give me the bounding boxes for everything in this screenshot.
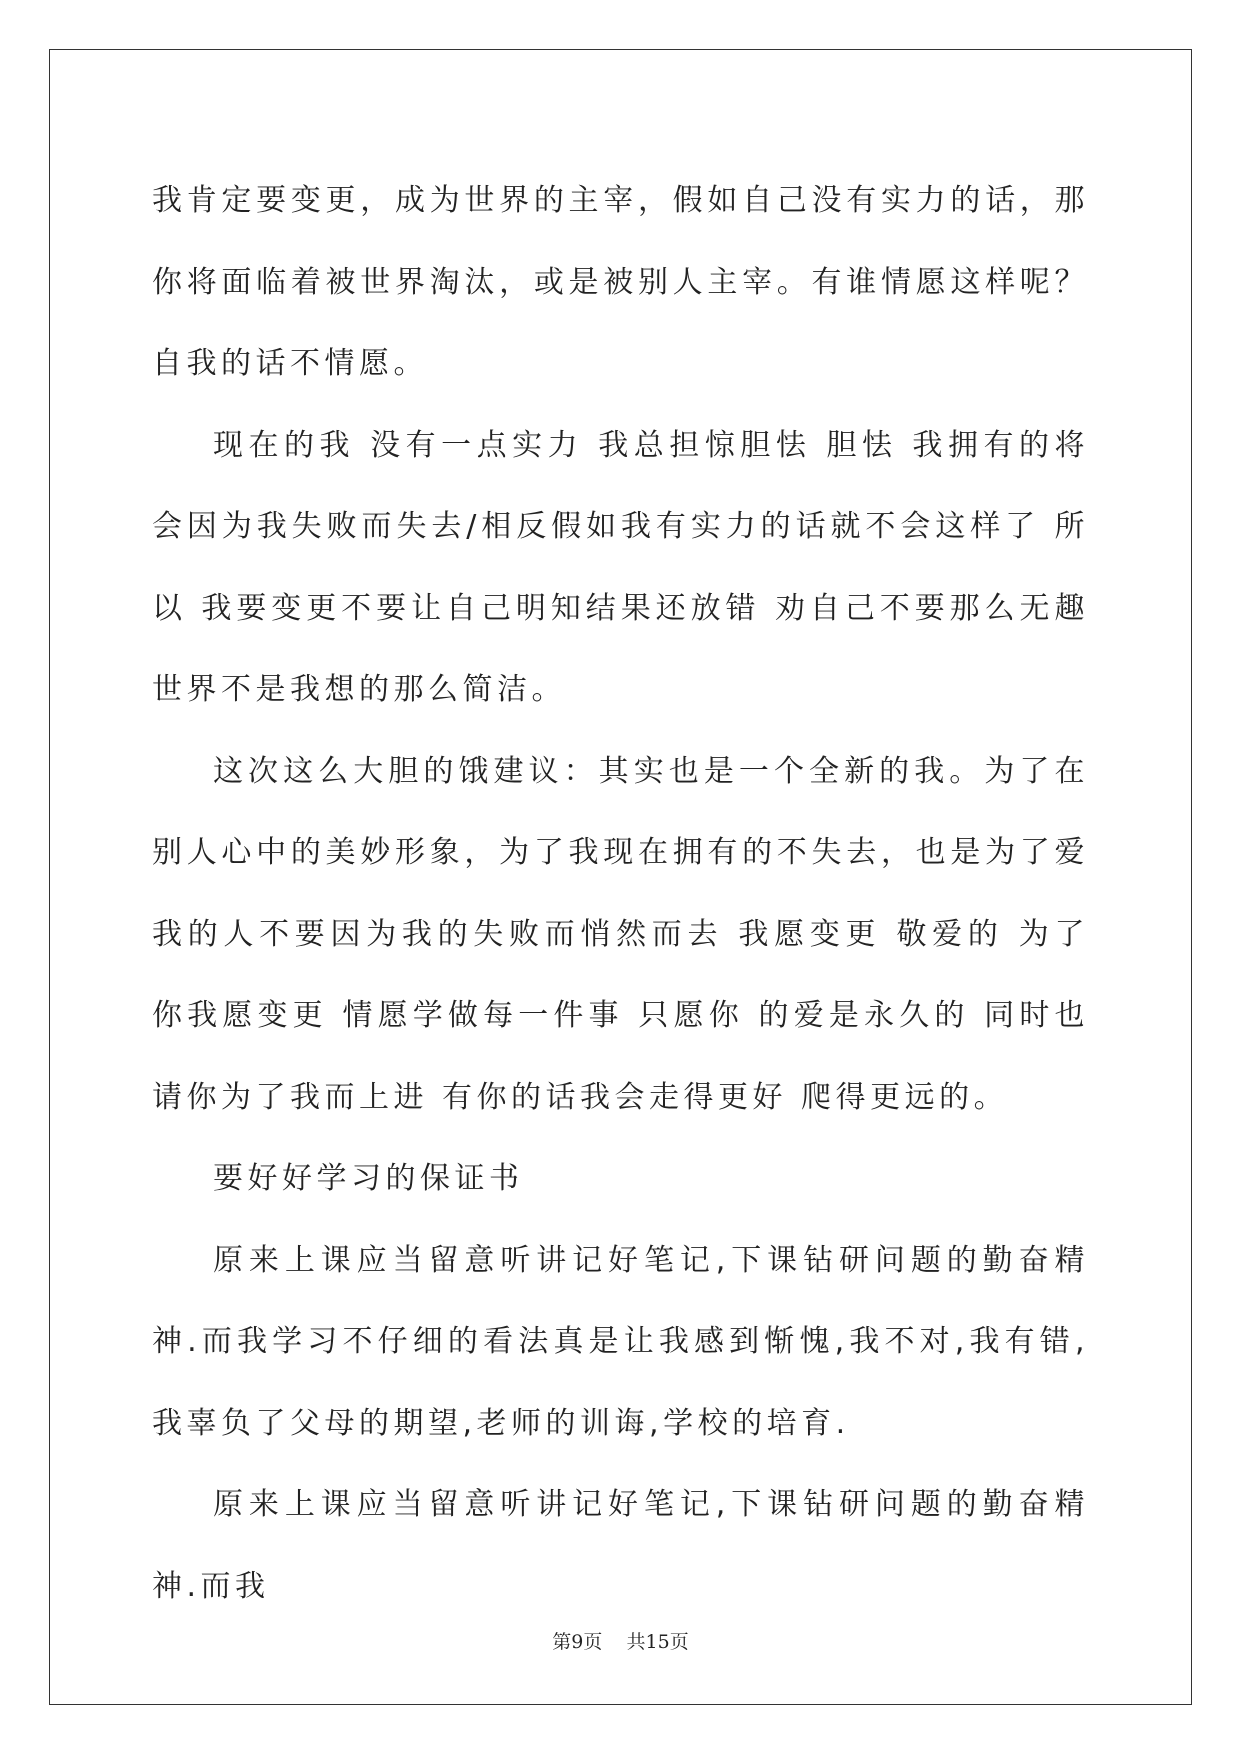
page-number: 第9页 (552, 1631, 603, 1653)
paragraph: 原来上课应当留意听讲记好笔记,下课钻研问题的勤奋精神.而我学习不仔细的看法真是让我感到惭愧,我不对,我有错,我辜负了父母的期望,老师的训诲,学校的培育. (152, 1242, 1089, 1441)
document-body (152, 160, 1089, 1627)
paragraph: 这次这么大胆的饿建议：其实也是一个全新的我。为了在别人心中的美妙形象，为了我现在拥有的不失去，也是为了爱我的人不要因为我的失败而悄然而去 我愿变更 敬爱的 为了你我愿变更 情愿学做每一件事 只愿你 的爱是永久的 同时也请你为了我而上进 有你的话我会走得更好 爬得更远的。 (152, 753, 1089, 1115)
paragraph: 原来上课应当留意听讲记好笔记,下课钻研问题的勤奋精神.而我 (152, 1487, 1089, 1604)
page-footer (0, 1627, 1241, 1654)
paragraph: 我肯定要变更，成为世界的主宰，假如自己没有实力的话，那你将面临着被世界淘汰，或是被别人主宰。有谁情愿这样呢？自我的话不情愿。 (152, 183, 1089, 381)
page-total: 共15页 (626, 1631, 689, 1653)
paragraph: 现在的我 没有一点实力 我总担惊胆怯 胆怯 我拥有的将会因为我失败而失去/相反假如我有实力的话就不会这样了 所以 我要变更不要让自己明知结果还放错 劝自己不要那么无趣 世界不是我想的那么简洁。 (152, 427, 1089, 707)
section-heading: 要好好学习的保证书 (213, 1161, 524, 1196)
